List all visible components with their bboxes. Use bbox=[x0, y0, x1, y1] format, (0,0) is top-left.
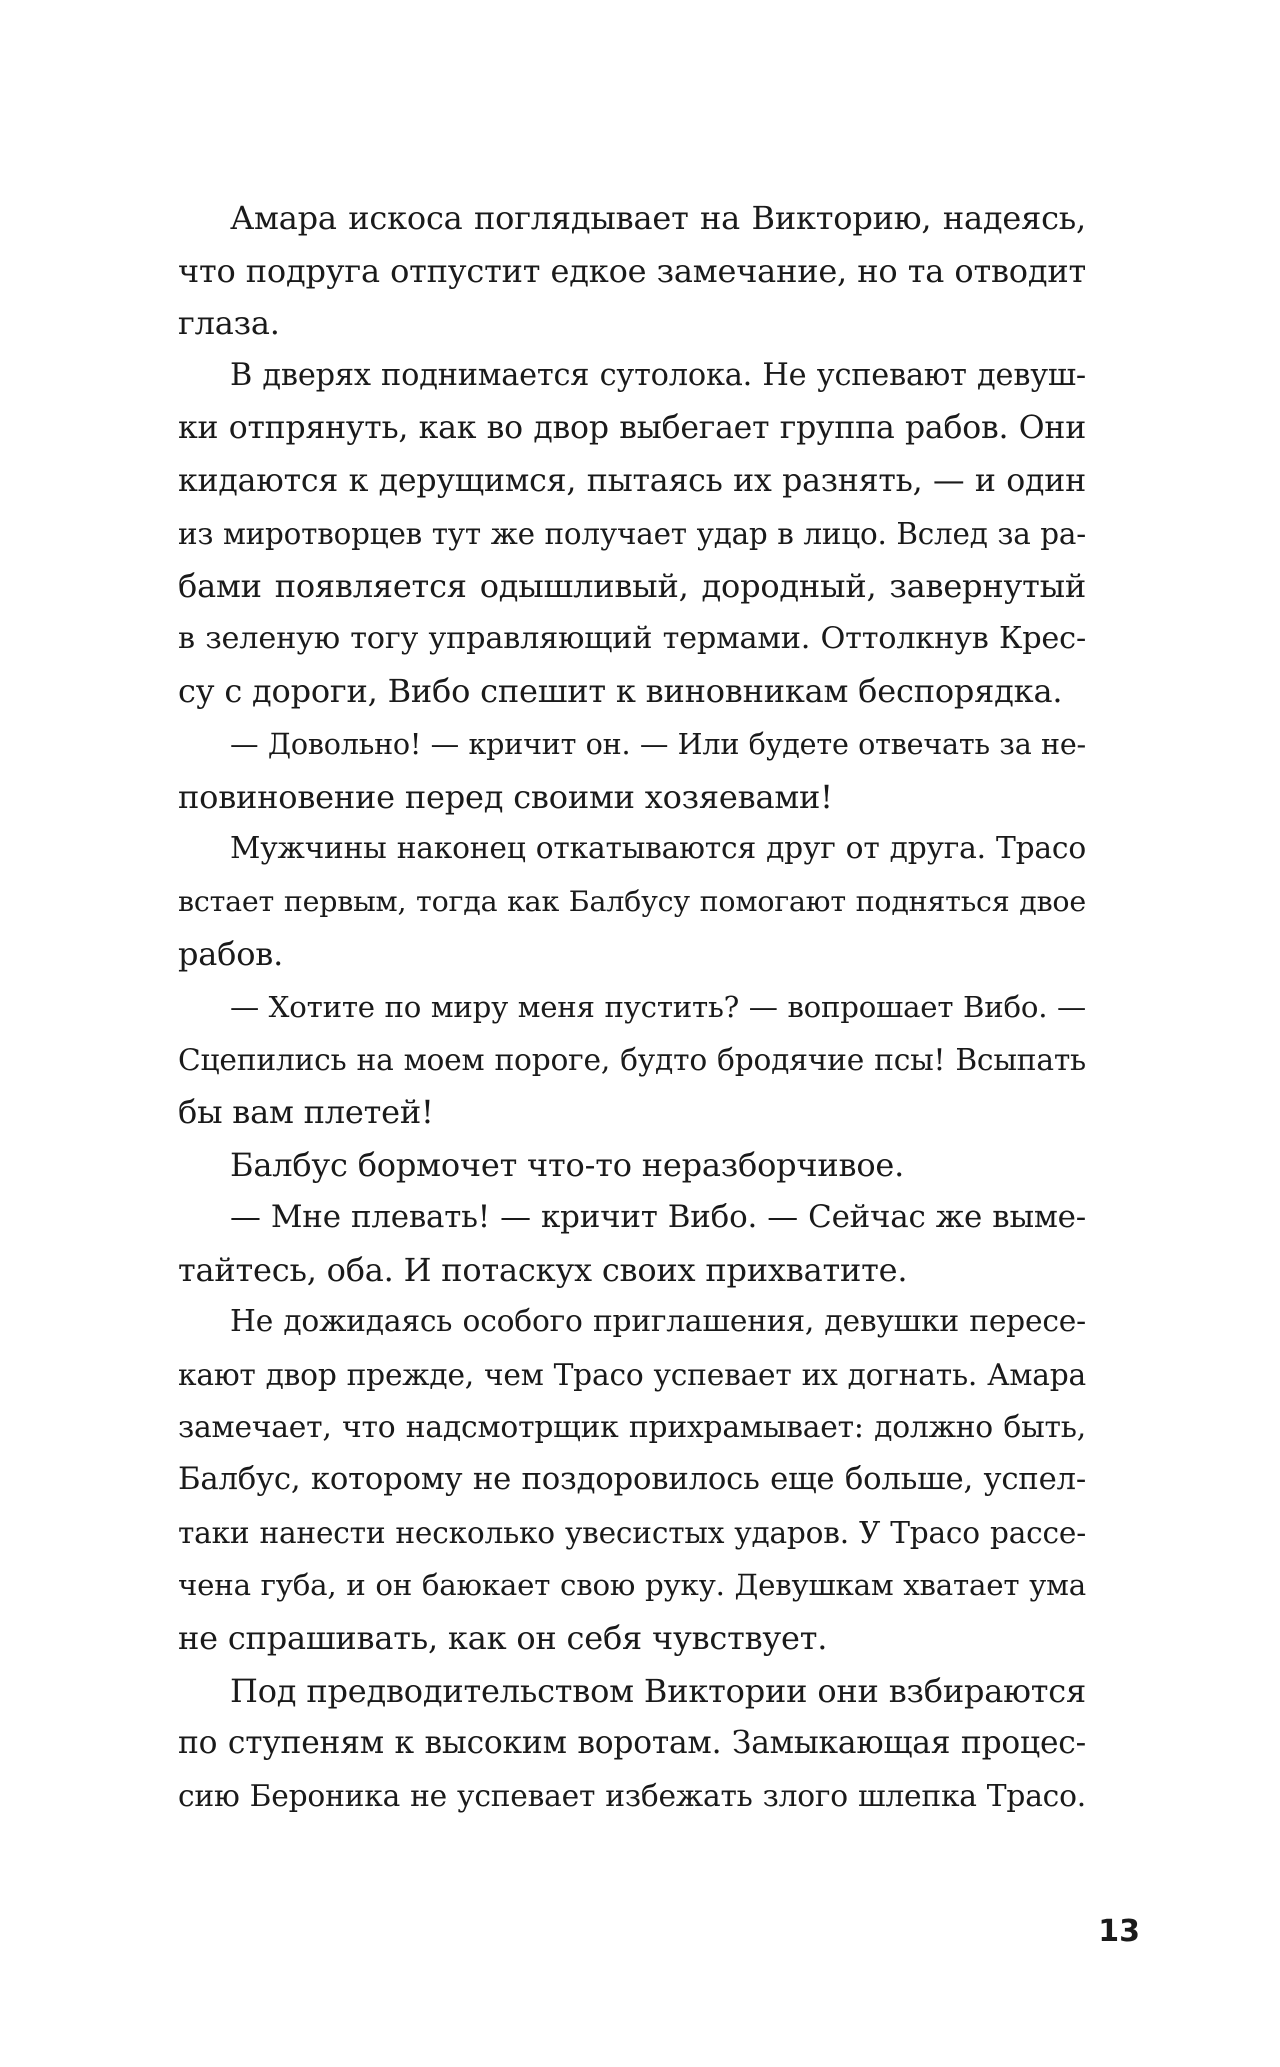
text-line: — Довольно! — кричит он. — Или будете отвечать за не- bbox=[230, 726, 1086, 761]
text-line: ки отпрянуть, как во двор выбегает группа рабов. Они bbox=[178, 410, 1086, 447]
text-line: кают двор прежде, чем Трасо успевает их догнать. Амара bbox=[178, 1357, 1086, 1393]
text-line: Мужчины наконец откатываются друг от друга. Трасо bbox=[230, 831, 1086, 867]
text-line: в зеленую тогу управляющий термами. Оттолкнув Крес- bbox=[178, 620, 1086, 656]
text-line: Сцепились на моем пороге, будто бродячие псы! Всыпать bbox=[178, 1041, 1086, 1077]
page-number: 13 bbox=[1098, 1914, 1140, 1949]
text-line: бами появляется одышливый, дородный, завернутый bbox=[178, 567, 1086, 606]
text-line: В дверях поднимается сутолока. Не успевают девуш- bbox=[230, 357, 1086, 393]
text-line: рабов. bbox=[178, 935, 284, 974]
body-text bbox=[178, 192, 1086, 1822]
text-line: таки нанести несколько увесистых ударов. У Трасо рассе- bbox=[178, 1515, 1086, 1550]
text-line: из миротворцев тут же получает удар в лицо. Вслед за ра- bbox=[178, 516, 1086, 551]
text-line: су с дороги, Вибо спешит к виновникам беспорядка. bbox=[178, 672, 1063, 711]
text-line: — Хотите по миру меня пустить? — вопрошает Вибо. — bbox=[230, 989, 1086, 1024]
text-line: встает первым, тогда как Балбусу помогают подняться двое bbox=[178, 884, 1086, 918]
text-line: повиновение перед своими хозяевами! bbox=[178, 777, 833, 816]
text-line: сию Бероника не успевает избежать злого шлепка Трасо. bbox=[178, 1777, 1086, 1813]
text-line: Балбус бормочет что-то неразборчивое. bbox=[230, 1145, 905, 1184]
text-line: кидаются к дерущимся, пытаясь их разнять, — и один bbox=[178, 462, 1086, 499]
text-line: что подруга отпустит едкое замечание, но та отводит bbox=[178, 251, 1086, 290]
text-line: бы вам плетей! bbox=[178, 1093, 434, 1132]
text-line: глаза. bbox=[178, 304, 280, 343]
text-line: Амара искоса поглядывает на Викторию, надеясь, bbox=[230, 199, 1086, 237]
text-line: не спрашивать, как он себя чувствует. bbox=[178, 1619, 828, 1658]
text-line: по ступеням к высоким воротам. Замыкающая процес- bbox=[178, 1725, 1086, 1762]
text-line: Не дожидаясь особого приглашения, девушки пересе- bbox=[230, 1304, 1086, 1340]
text-line: тайтесь, оба. И потаскух своих прихватите. bbox=[178, 1250, 908, 1289]
text-line: чена губа, и он баюкает свою руку. Девушкам хватает ума bbox=[178, 1568, 1086, 1603]
text-line: Под предводительством Виктории они взбираются bbox=[230, 1671, 1086, 1710]
text-line: замечает, что надсмотрщик прихрамывает: должно быть, bbox=[178, 1409, 1086, 1445]
text-line: Балбус, которому не поздоровилось еще больше, успел- bbox=[178, 1462, 1086, 1498]
text-line: — Мне плевать! — кричит Вибо. — Сейчас же выме- bbox=[230, 1199, 1086, 1236]
